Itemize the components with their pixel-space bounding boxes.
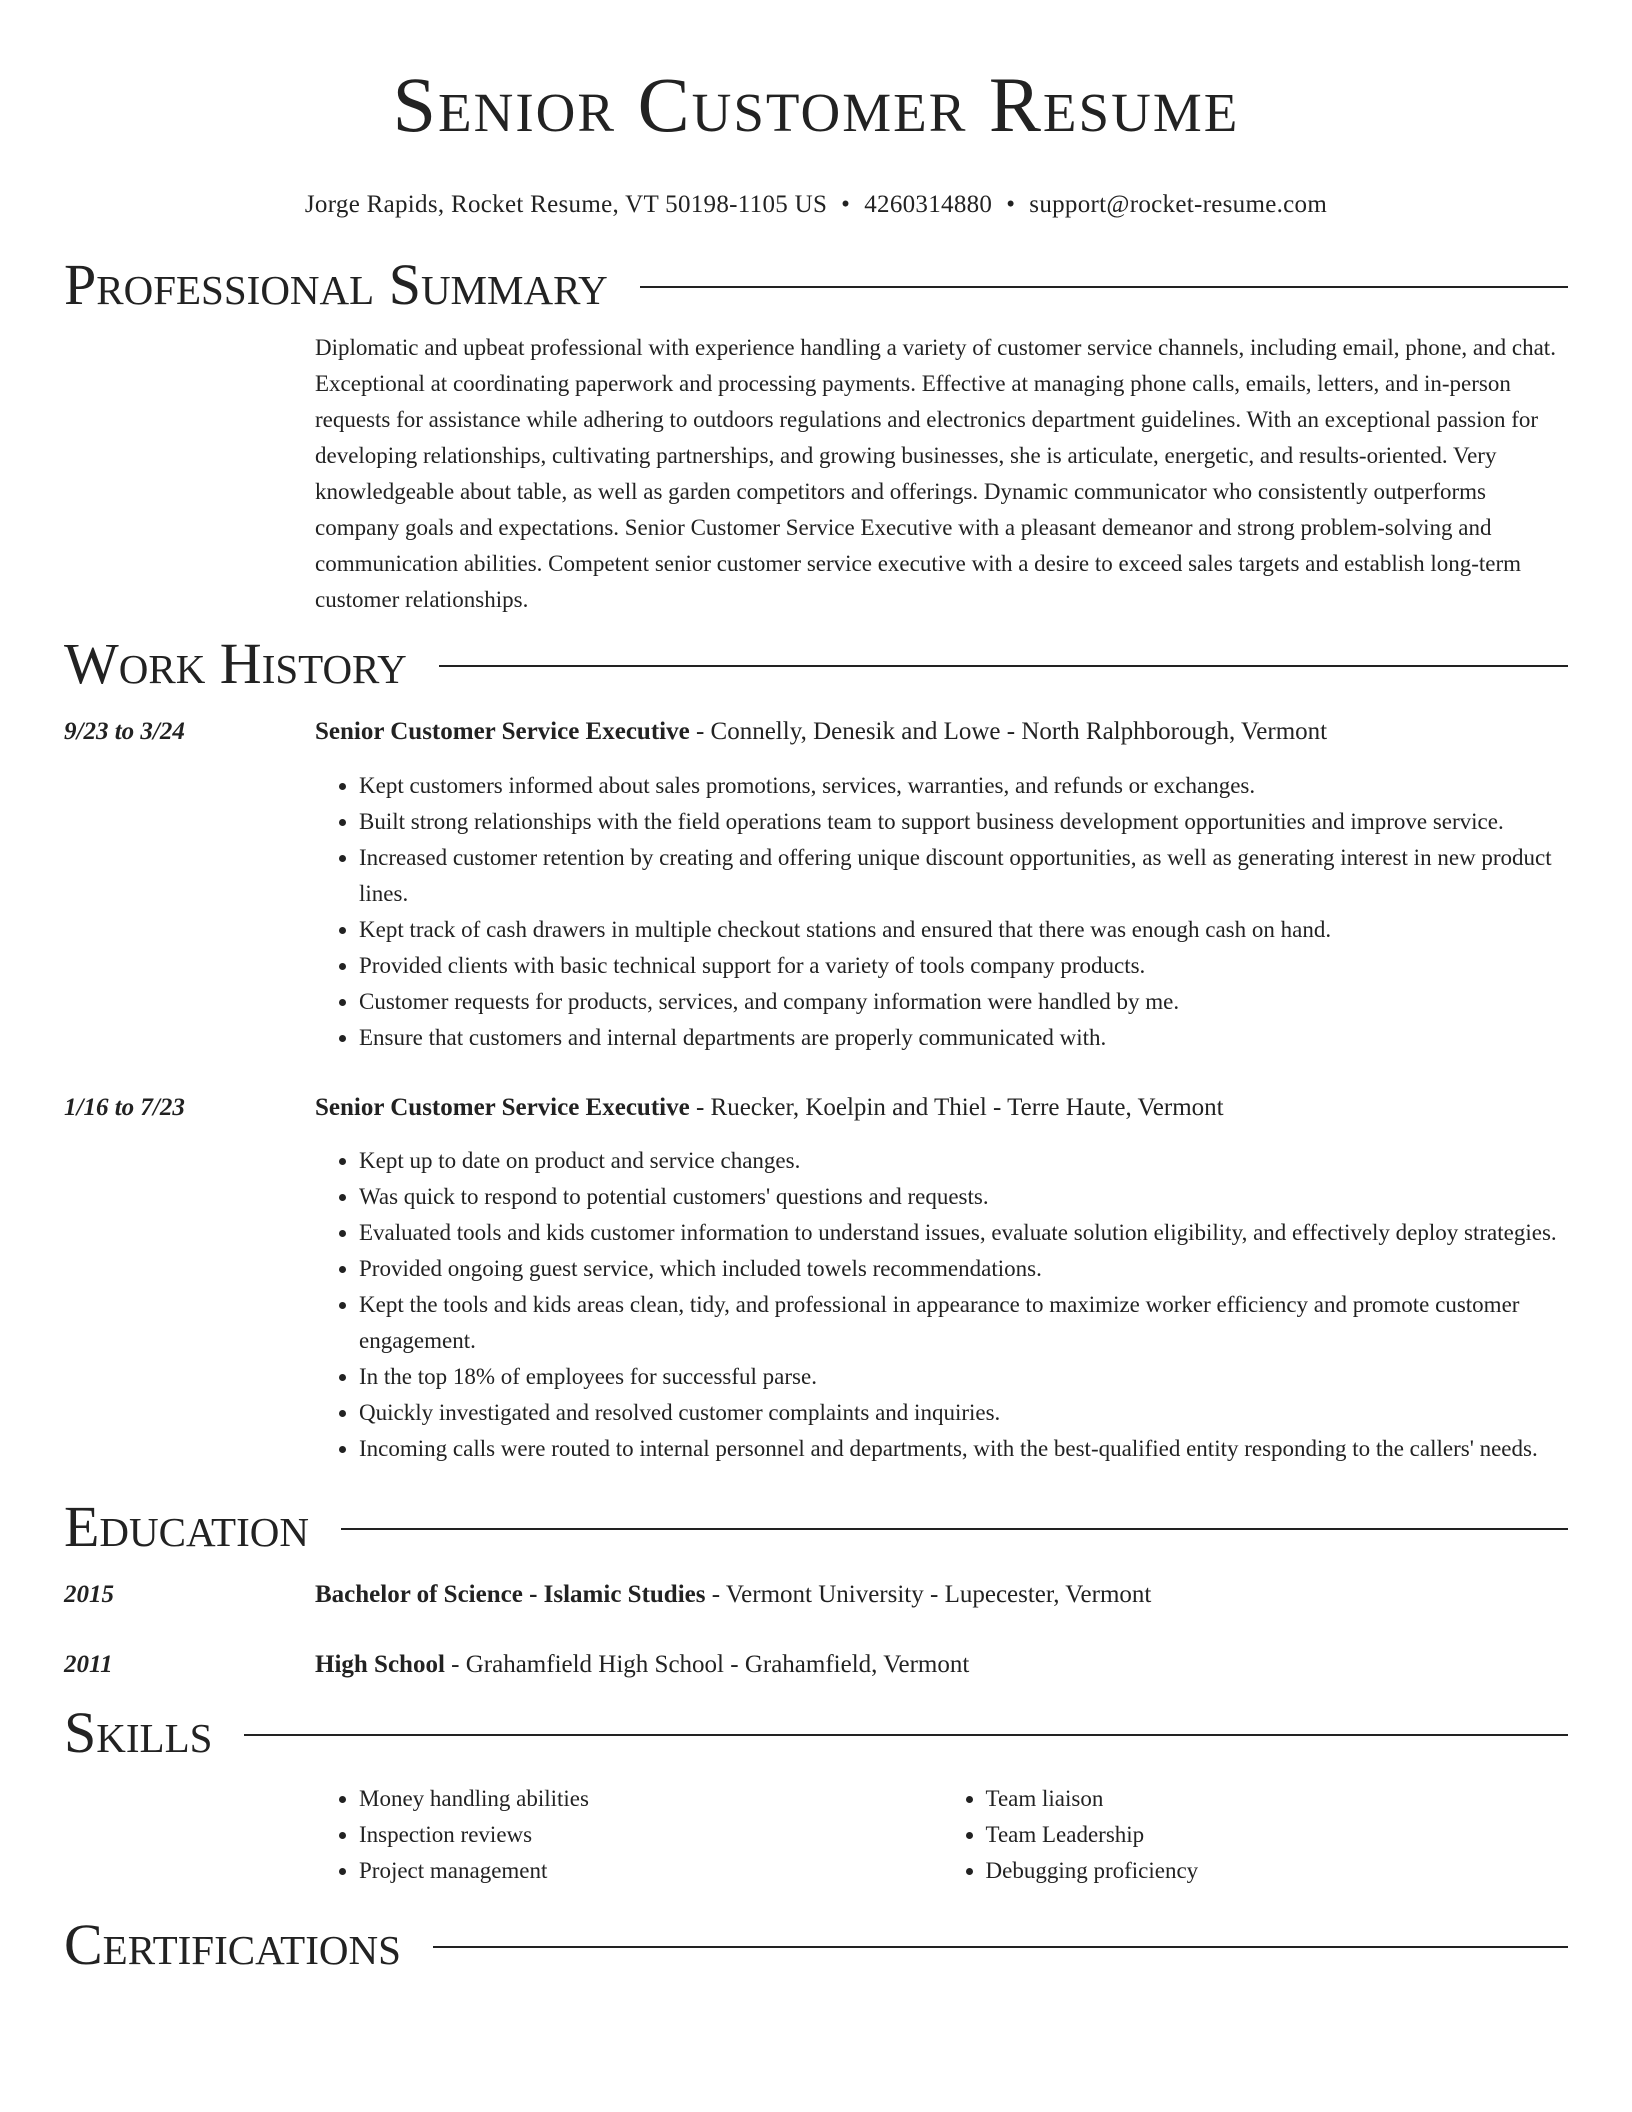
education-details: - Grahamfield High School - Grahamfield, Vermont xyxy=(444,1651,970,1678)
certifications-section xyxy=(64,1913,1568,1977)
phone: 4260314880 xyxy=(864,191,993,218)
section-divider xyxy=(433,1946,1568,1948)
skill-item: • Project management xyxy=(359,1853,942,1889)
section-divider xyxy=(341,1528,1568,1530)
job-position: Senior Customer Service Executive xyxy=(315,718,690,745)
education-entry xyxy=(64,1647,1568,1683)
section-title: Certifications xyxy=(64,1912,401,1977)
contact-line xyxy=(0,190,1632,220)
list-item: • Provided ongoing guest service, which included towels recommendations. xyxy=(359,1251,1568,1287)
job-date: 1/16 to 7/23 xyxy=(64,1094,185,1121)
section-title: Skills xyxy=(64,1700,213,1765)
skill-item: • Debugging proficiency xyxy=(986,1853,1569,1889)
list-item: • Kept customers informed about sales promotions, services, warranties, and refunds or exchanges. xyxy=(359,768,1568,804)
list-item: • Kept up to date on product and service changes. xyxy=(359,1143,1568,1179)
job-title-line xyxy=(315,1090,1568,1126)
education-details: - Vermont University - Lupecester, Vermont xyxy=(705,1581,1152,1608)
job-bullets xyxy=(315,768,1568,1056)
section-header xyxy=(64,1701,1568,1765)
education-line xyxy=(315,1647,1568,1683)
job-details: - Ruecker, Koelpin and Thiel - Terre Haute, Vermont xyxy=(689,1094,1224,1121)
skills-grid xyxy=(315,1781,1568,1889)
education-date: 2015 xyxy=(64,1581,114,1608)
list-item: • In the top 18% of employees for successful parse. xyxy=(359,1359,1568,1395)
list-item: • Was quick to respond to potential customers' questions and requests. xyxy=(359,1179,1568,1215)
list-item: • Customer requests for products, services, and company information were handled by me. xyxy=(359,984,1568,1020)
job-title-line xyxy=(315,714,1568,750)
job-position: Senior Customer Service Executive xyxy=(315,1094,690,1121)
skills-column-right xyxy=(942,1781,1569,1889)
section-divider xyxy=(640,286,1568,288)
section-header xyxy=(64,1913,1568,1977)
job-entry xyxy=(64,1090,1568,1467)
separator: • xyxy=(841,191,851,218)
email: support@rocket-resume.com xyxy=(1029,191,1328,218)
skills-section xyxy=(64,1701,1568,1889)
summary-section xyxy=(64,253,1568,618)
job-details: - Connelly, Denesik and Lowe - North Ralphborough, Vermont xyxy=(689,718,1328,745)
section-title: Professional Summary xyxy=(64,252,608,317)
skill-item: • Team Leadership xyxy=(986,1817,1569,1853)
section-header xyxy=(64,1495,1568,1559)
section-title: Work History xyxy=(64,631,407,696)
section-header xyxy=(64,632,1568,696)
job-header xyxy=(64,714,1568,750)
list-item: • Ensure that customers and internal departments are properly communicated with. xyxy=(359,1020,1568,1056)
education-degree: Bachelor of Science - Islamic Studies xyxy=(315,1581,706,1608)
education-section xyxy=(64,1495,1568,1683)
job-header xyxy=(64,1090,1568,1126)
skills-column-left xyxy=(315,1781,942,1889)
skill-item: • Inspection reviews xyxy=(359,1817,942,1853)
summary-text: Diplomatic and upbeat professional with experience handling a variety of customer service channels, including email, phone, and chat. Exceptional at coordinating paperwork and processing payments. Effective at managing phone calls, emails, letters, and in-person requests for assistance while adhering to outdoors regulations and electronics department guidelines. With an exceptional passion for developing relationships, cultivating partnerships, and growing businesses, she is articulate, energetic, and results-oriented. Very knowledgeable about table, as well as garden competitors and offerings. Dynamic communicator who consistently outperforms company goals and expectations. Senior Customer Service Executive with a pleasant demeanor and strong problem-solving and communication abilities. Competent senior customer service executive with a desire to exceed sales targets and establish long-term customer relationships. xyxy=(315,335,1556,612)
list-item: • Incoming calls were routed to internal personnel and departments, with the best-qualified entity responding to the callers' needs. xyxy=(359,1431,1568,1467)
job-entry xyxy=(64,714,1568,1056)
resume-name: Senior Customer Resume xyxy=(392,61,1240,148)
address: Jorge Rapids, Rocket Resume, VT 50198-1105 US xyxy=(304,191,828,218)
work-history-section xyxy=(64,632,1568,1467)
skill-item: • Team liaison xyxy=(986,1781,1569,1817)
separator: • xyxy=(1006,191,1016,218)
section-divider xyxy=(244,1734,1568,1736)
education-date: 2011 xyxy=(64,1651,113,1678)
job-bullets xyxy=(315,1143,1568,1467)
list-item: • Increased customer retention by creating and offering unique discount opportunities, as well as generating interest in new product lines. xyxy=(359,840,1568,912)
skill-item: • Money handling abilities xyxy=(359,1781,942,1817)
section-divider xyxy=(439,665,1568,667)
section-header xyxy=(64,253,1568,317)
list-item: • Kept the tools and kids areas clean, tidy, and professional in appearance to maximize worker efficiency and promote customer engagement. xyxy=(359,1287,1568,1359)
list-item: • Evaluated tools and kids customer information to understand issues, evaluate solution eligibility, and effectively deploy strategies. xyxy=(359,1215,1568,1251)
section-title: Education xyxy=(64,1494,309,1559)
list-item: • Provided clients with basic technical support for a variety of tools company products. xyxy=(359,948,1568,984)
job-date: 9/23 to 3/24 xyxy=(64,718,185,745)
education-line xyxy=(315,1577,1568,1613)
list-item: • Quickly investigated and resolved customer complaints and inquiries. xyxy=(359,1395,1568,1431)
list-item: • Kept track of cash drawers in multiple checkout stations and ensured that there was enough cash on hand. xyxy=(359,912,1568,948)
list-item: • Built strong relationships with the field operations team to support business development opportunities and improve service. xyxy=(359,804,1568,840)
education-degree: High School xyxy=(315,1651,445,1678)
education-entry xyxy=(64,1577,1568,1613)
